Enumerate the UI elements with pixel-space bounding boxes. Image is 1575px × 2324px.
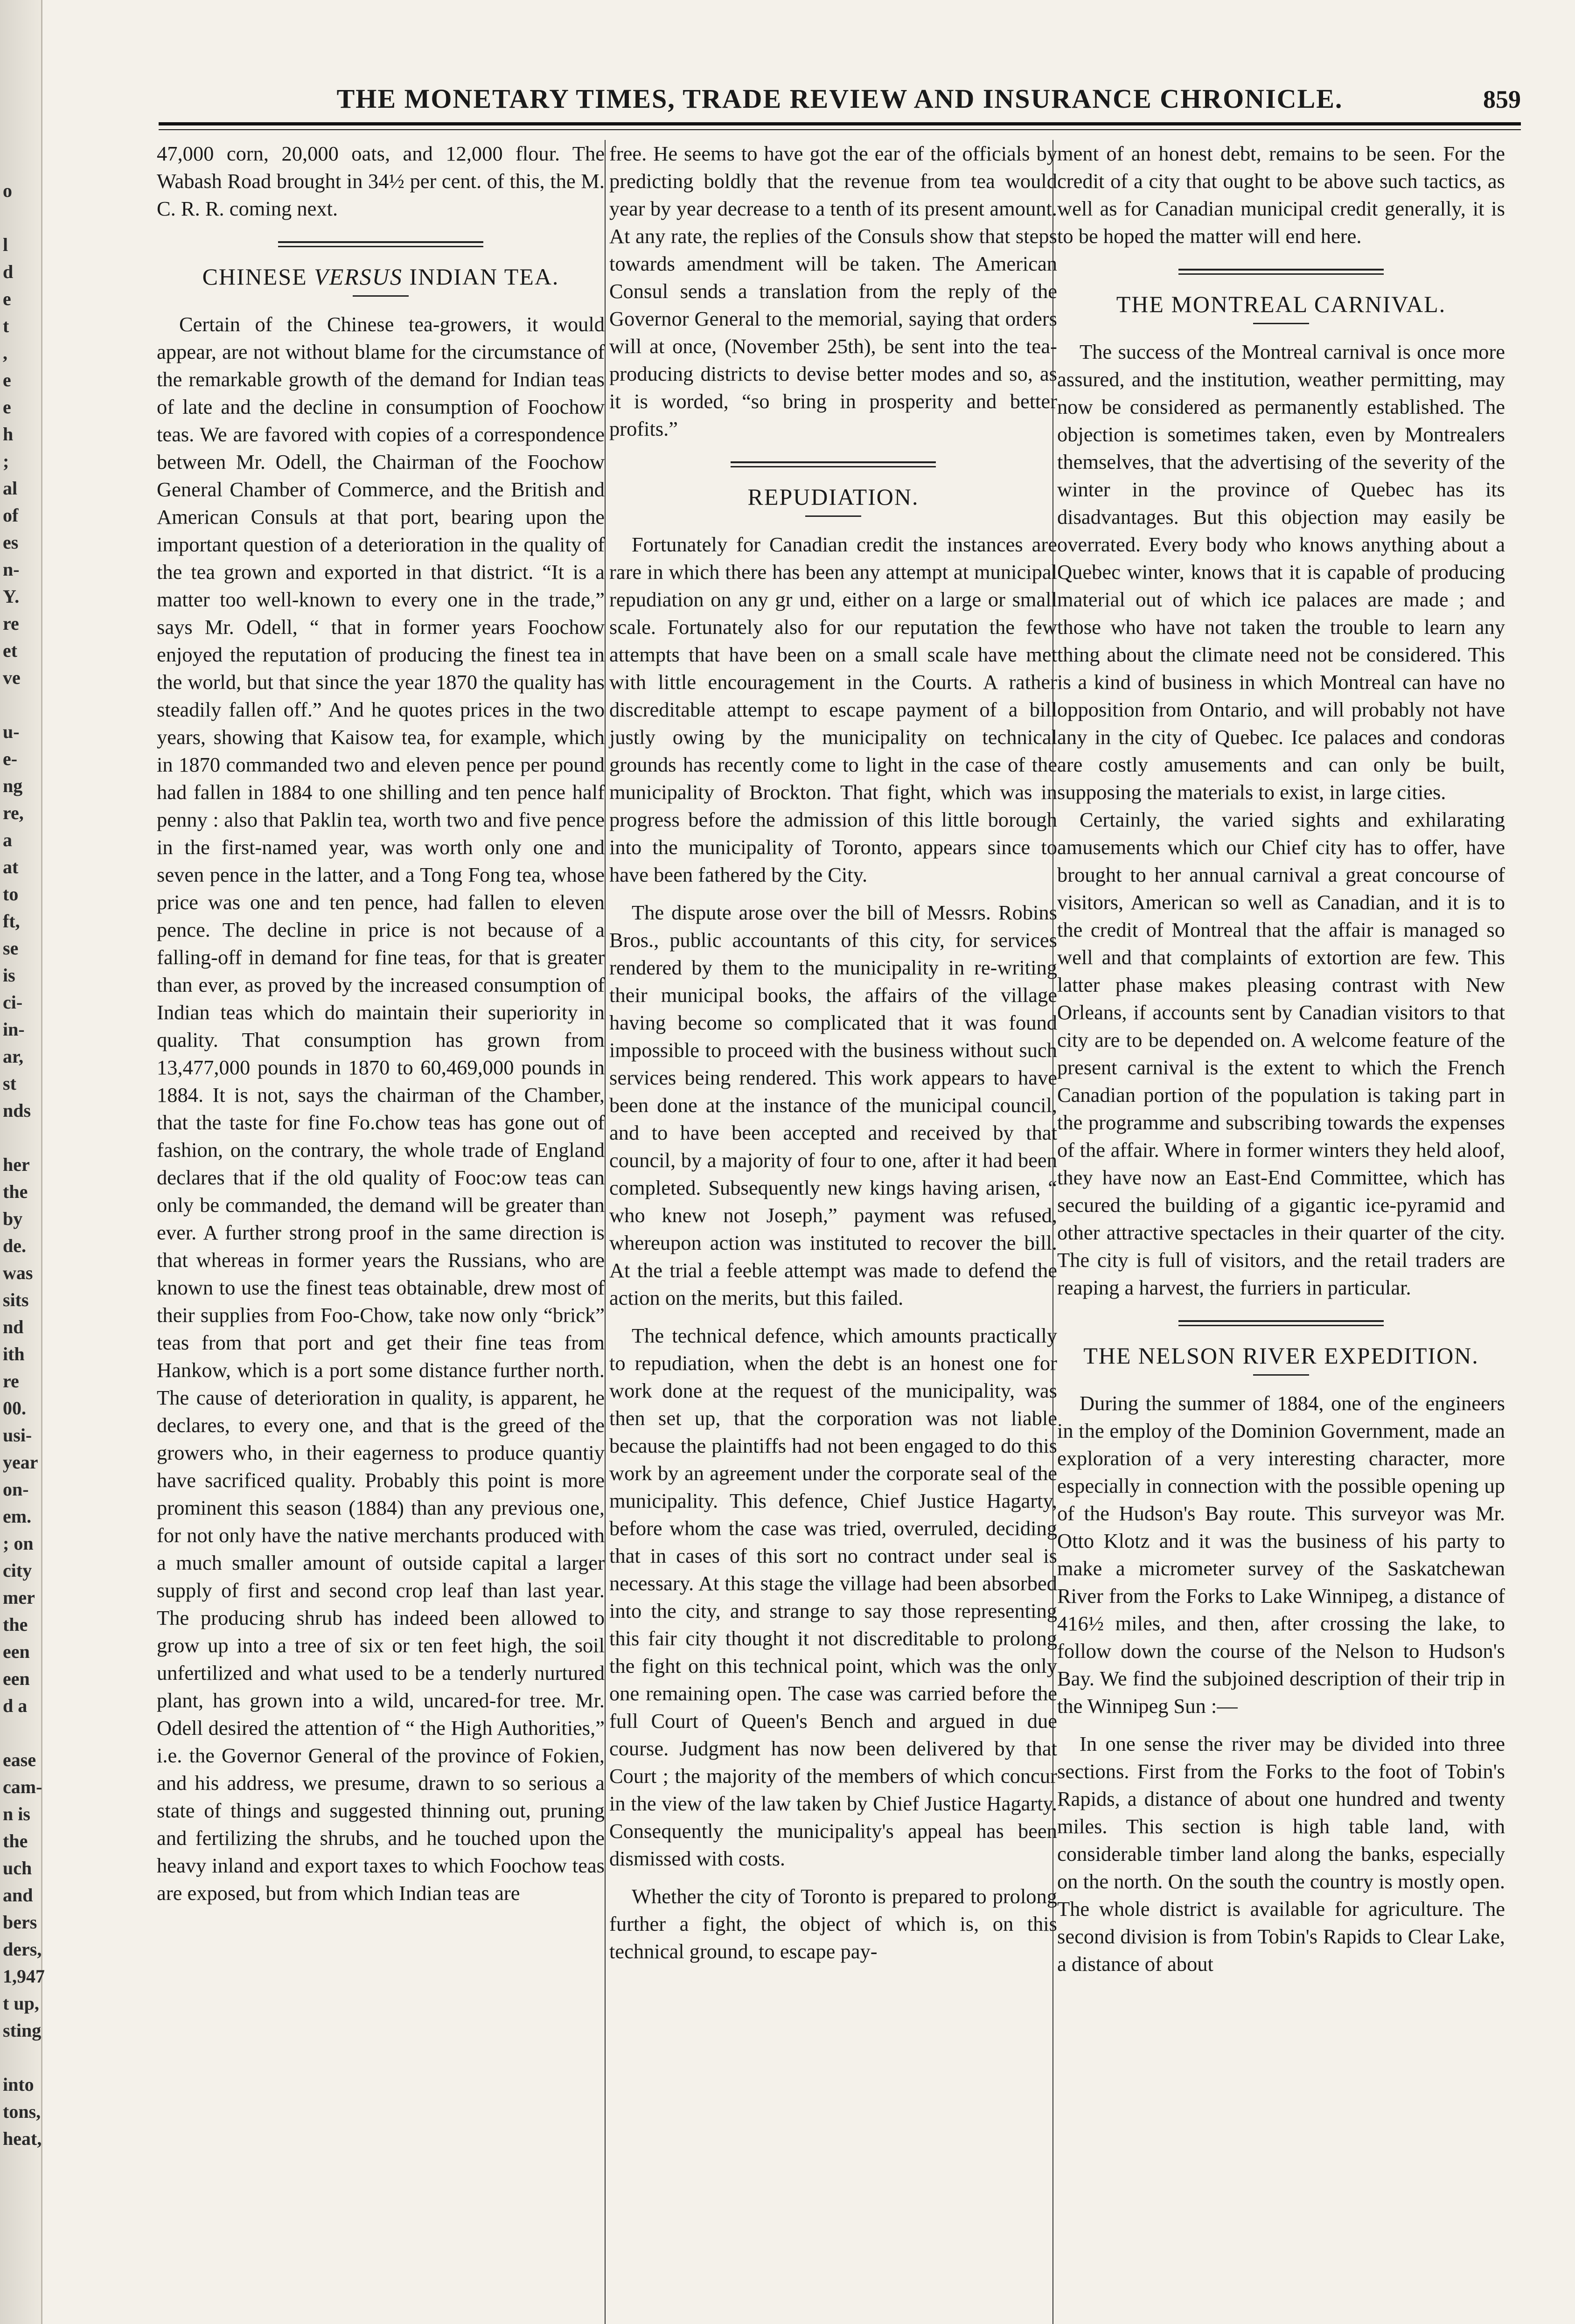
column-2 — [609, 140, 1057, 1965]
article-heading-nelson-river: THE NELSON RIVER EXPEDITION. — [1083, 1343, 1479, 1369]
article-heading-montreal-carnival: THE MONTREAL CARNIVAL. — [1116, 291, 1446, 317]
article-paragraph: The success of the Montreal carnival is once more assured, and the institution, weather permitting, may now be considered as permanently established. The objection is sometimes taken, even by Montrealers themselves, that the advertising of the severity of the winter in the province of Quebec has its disadvantages. But this objection may easily be overrated. Every body who knows anything about a Quebec winter, knows that it is capable of producing material out of which ice palaces are made ; and those who have not taken the trouble to learn any thing about the climate need not be considered. This is a kind of business in which Montreal can have no opposition from Ontario, and will probably not have any in the city of Quebec. Ice palaces and condoras are costly amusements and can only be built, supposing the materials to exist, in large cities. — [1057, 340, 1505, 804]
article-paragraph: In one sense the river may be divided into three sections. First from the Forks to the foot of Tobin's Rapids, a distance of about one hundred and twenty miles. This section is high table land, with considerable timber land along the banks, especially on the north. On the south the country is mostly open. The whole district is available for agriculture. The second division is from Tobin's Rapids to Clear Lake, a distance of about — [1057, 1732, 1505, 1976]
article-paragraph: During the summer of 1884, one of the engineers in the employ of the Dominion Government, made an exploration of a very interesting character, more especially in connection with the possible opening up of the Hudson's Bay route. This surveyor was Mr. Otto Klotz and it was the business of his party to make a micrometer survey of the Saskatchewan River from the Forks to Lake Winnipeg, a distance of 416½ miles, and then, after crossing the lake, to follow down the course of the Nelson to Hudson's Bay. We find the subjoined description of their trip in the Winnipeg Sun :— — [1057, 1392, 1505, 1718]
article-continuation: free. He seems to have got the ear of the officials by predicting boldly that the revenue from tea would year by year decrease to a tenth of its present amount. At any rate, the replies of the Consuls show that steps towards amendment will be taken. The American Consul sends a translation from the reply of the Governor General to the memorial, saying that orders will at once, (November 25th), be sent into the tea-producing districts to devise better modes and so, as it is worded, “so bring in prosperity and better profits.” — [609, 142, 1057, 440]
article-paragraph: Whether the city of Toronto is prepared to prolong further a fight, the object of which is, on this technical ground, to escape pay- — [609, 1885, 1057, 1963]
page-header — [159, 83, 1521, 120]
heading-rule — [1253, 323, 1309, 324]
article-continuation: ment of an honest debt, remains to be seen. For the credit of a city that ought to be above such tactics, as well as for Canadian municipal credit generally, it is to be hoped the matter will end here. — [1057, 142, 1505, 248]
column-1 — [157, 140, 605, 1907]
article-paragraph: The dispute arose over the bill of Messrs. Robins Bros., public accountants of this city, for services rendered by them to the municipality in re-writing their municipal books, the affairs of the village having become so complicated that it was found impossible to proceed with the business without such services being rendered. This work appears to have been done at the instance of the municipal council, and to have been accepted and received by that council, by a majority of four to one, after it had been completed. Subsequently new kings having arisen, “ who knew not Joseph,” payment was refused, whereupon action was instituted to recover the bill. At the trial a feeble attempt was made to defend the action on the merits, but this failed. — [609, 901, 1057, 1309]
adjacent-page-edge — [0, 0, 45, 2324]
publication-title: THE MONETARY TIMES, TRADE REVIEW AND INSURANCE CHRONICLE. — [336, 83, 1343, 114]
heading-rule — [353, 295, 409, 297]
section-rule — [1178, 1320, 1384, 1326]
section-rule — [278, 241, 483, 247]
article-paragraph: Fortunately for Canadian credit the instances are rare in which there has been any attempt at municipal repudiation on any gr und, either on a large or small scale. Fortunately also for our reputation the few attempts that have been on a small scale have met with little encouragement in the Courts. A rather discreditable attempt to escape payment of a bill justly owing by the municipality on technical grounds has recently come to light in the case of the municipality of Brockton. That fight, which was in progress before the admission of this little borough into the municipality of Toronto, appears since to have been fathered by the City. — [609, 533, 1057, 886]
article-paragraph: Certainly, the varied sights and exhilarating amusements which our Chief city has to offer, have brought to her annual carnival a great concourse of visitors, American so well as Canadian, and it is to the credit of Montreal that the affair is managed so well and that complaints of extortion are few. This latter phase makes pleasing contrast with New Orleans, if accounts sent by Canadian visitors to that city are to be depended on. A welcome feature of the present carnival is the extent to which the French Canadian portion of the population is taking part in the programme and subscribing towards the expenses of the affair. Where in former winters they held aloof, they have now an East-End Committee, which has secured the building of a gigantic ice-pyramid and other attractive spectacles in their quarter of the city. The city is full of visitors, and the retail traders are reaping a harvest, the furriers in particular. — [1057, 808, 1505, 1299]
heading-italic: VERSUS — [314, 264, 403, 290]
heading-part: INDIAN TEA. — [402, 264, 559, 290]
heading-rule — [1253, 1374, 1309, 1376]
section-rule — [1178, 269, 1384, 275]
article-heading-repudiation: REPUDIATION. — [747, 484, 919, 510]
article-heading-chinese-tea — [157, 263, 605, 291]
header-rule — [159, 122, 1521, 130]
article-paragraph: The technical defence, which amounts practically to repudiation, when the debt is an honest one for work done at the request of the municipality, was then set up, that the corporation was not liable because the plaintiffs had not been engaged to do this work by an agreement under the corporate seal of the municipality. This defence, Chief Justice Hagarty, before whom the case was tried, overruled, deciding that in cases of this sort no contract under seal is necessary. At this stage the village had been absorbed into the city, and strange to say those representing this fair city thought it not discreditable to prolong the fight on this technical point, which was the only one remaining open. The case was carried before the full Court of Queen's Bench and argued in due course. Judgment has now been delivered by that Court ; the majority of the members of which concur in the view of the law taken by Chief Justice Hagarty. Consequently the municipality's appeal has been dismissed with costs. — [609, 1324, 1057, 1870]
heading-part: CHINESE — [202, 264, 314, 290]
page-number: 859 — [1483, 85, 1521, 113]
lead-paragraph: 47,000 corn, 20,000 oats, and 12,000 flour. The Wabash Road brought in 34½ per cent. of this, the M. C. R. R. coming next. — [157, 142, 605, 220]
column-3 — [1057, 140, 1505, 1978]
heading-rule — [805, 515, 861, 517]
article-body: Certain of the Chinese tea-growers, it would appear, are not without blame for the circumstance of the remarkable growth of the demand for Indian teas of late and the decline in consumption of Foochow teas. We are favored with copies of a correspondence between Mr. Odell, the Chairman of the Foochow General Chamber of Commerce, and the British and American Consuls at that port, bearing upon the important question of a deterioration in the quality of the tea grown and exported in that district. “It is a matter too well-known to every one in the trade,” says Mr. Odell, “ that in former years Foochow enjoyed the reputation of producing the finest tea in the world, but that since the year 1870 the quality has steadily fallen off.” And he quotes prices in the two years, showing that Kaisow tea, for example, which in 1870 commanded two and eleven pence per pound had fallen in 1884 to one shilling and ten pence half penny : also that Paklin tea, worth two and five pence in the first-named year, was worth only one and seven pence in the latter, and a Tong Fong tea, whose price was one and ten pence, had fallen to eleven pence. The decline in price is not because of a falling-off in demand for fine teas, for that is greater than ever, as proved by the increased consumption of Indian teas which do maintain their superiority in quality. That consumption has grown from 13,477,000 pounds in 1870 to 60,469,000 pounds in 1884. It is not, says the chairman of the Chamber, that the taste for fine Fo.chow teas has gone out of fashion, on the contrary, the whole trade of England declares that if the old quality of Fooc:ow teas can only be commanded, the demand will be greater than ever. A further strong proof in the same direction is that whereas in former years the Russians, who are known to use the finest teas obtainable, drew most of their supplies from Foo-Chow, take now only “brick” teas from that port and get their fine teas from Hankow, which is a port some distance further north. The cause of deterioration in quality, is apparent, he declares, to every one, and that is the greed of the growers who, in their eagerness to produce quantiy have sacrificed quality. Probably this point is more prominent this season (1884) than any previous one, for not only have the native merchants produced with a much smaller amount of outside capital a larger supply of first and second crop leaf than last year. The producing shrub has indeed been allowed to grow up into a tree of six or ten feet high, the soil unfertilized and what used to be a tenderly nurtured plant, has grown into a wild, uncared-for tree. Mr. Odell desired the attention of “ the High Authorities,” i.e. the Governor General of the province of Fokien, and his address, we presume, drawn to so serious a state of things and suggested thinning out, pruning and fertilizing the shrubs, and he touched upon the heavy inland and export taxes to which Foochow teas are exposed, but from which Indian teas are — [157, 313, 605, 1905]
column-divider — [605, 140, 606, 2324]
section-rule — [731, 461, 936, 467]
adjacent-page-bleed-text: o l d e t , e e h ; al of es n- Y. re et ve u- e- ng re, a at to ft, se is ci- in- ar, st nds her the by de. was sits nd ith re 00. usi- year on- em. ; on city mer the een een d a ease cam- n is the uch and bers ders, 1,947 t up, sting into tons, heat, — [3, 180, 45, 2149]
